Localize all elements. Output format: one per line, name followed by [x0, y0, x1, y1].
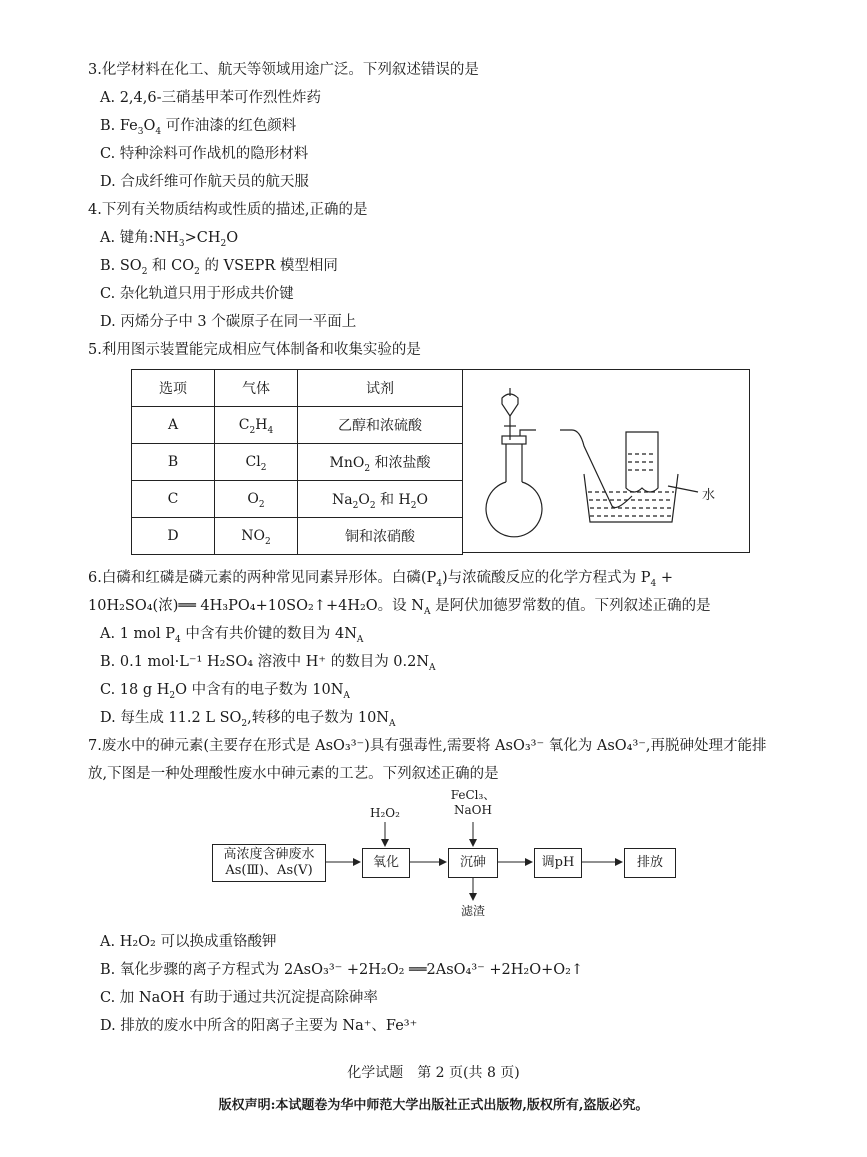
row-option: C — [132, 481, 215, 518]
row-reagent: 乙醇和浓硫酸 — [298, 407, 463, 444]
row-reagent: $Na_2O_2$ 和 $H_2O$ — [298, 481, 463, 518]
q6-line2: 10H₂SO₄(浓)══ 4H₃PO₄+10SO₂↑+4H₂O。设 $N_A$ 是阿伏加德罗常数的值。下列叙述正确的是 — [88, 598, 711, 617]
row-option: A — [132, 407, 215, 444]
row-gas: $O_2$ — [215, 481, 298, 518]
q4-stem: 4.下列有关物质结构或性质的描述,正确的是 — [88, 202, 368, 218]
q3-option-a: A. 2,4,6-三硝基甲苯可作烈性炸药 — [100, 90, 321, 106]
table-row — [132, 481, 463, 518]
q4-option-a: A. 键角$:NH_3>CH_2O$ — [100, 230, 239, 249]
q6-option-a: A. 1 mol $P_4$ 中含有共价键的数目为 $4N_A$ — [100, 626, 364, 645]
q6-option-d: D. 每生成 11.2 L $SO_2$,转移的电子数为 $10N_A$ — [100, 710, 396, 729]
q4-option-c: C. 杂化轨道只用于形成共价键 — [100, 286, 294, 302]
apparatus-svg — [462, 370, 750, 554]
q4-option-b: B. $SO_2$ 和 $CO_2$ 的 VSEPR 模型相同 — [100, 258, 338, 277]
q3-option-c: C. 特种涂料可作战机的隐形材料 — [100, 146, 309, 162]
table-row — [132, 407, 463, 444]
flow-precip-box: 沉砷 — [448, 848, 498, 878]
row-option: B — [132, 444, 215, 481]
apparatus-diagram — [462, 369, 750, 553]
flow-adjust-ph-box: 调pH — [534, 848, 582, 878]
q3-option-b: B. $Fe_3O_4$ 可作油漆的红色颜料 — [100, 118, 297, 137]
process-flowchart — [210, 786, 690, 926]
flow-residue: 滤渣 — [460, 904, 485, 918]
row-option: D — [132, 518, 215, 555]
table-header-row — [132, 370, 463, 407]
q5-table — [131, 369, 463, 555]
q6-option-c: C. 18 g $H_2O$ 中含有的电子数为 $10N_A$ — [100, 682, 350, 701]
q7-option-d: D. 排放的废水中所含的阳离子主要为 Na⁺、Fe³⁺ — [100, 1018, 418, 1034]
table-row — [132, 444, 463, 481]
flow-start-box: 高浓度含砷废水 As(Ⅲ)、As(Ⅴ) — [212, 844, 326, 882]
q7-option-a: A. H₂O₂ 可以换成重铬酸钾 — [100, 934, 277, 950]
q7-line1: 7.废水中的砷元素(主要存在形式是 AsO₃³⁻)具有强毒性,需要将 AsO₃³⁻ 氧化为 AsO₄³⁻,再脱砷处理才能排 — [88, 738, 767, 754]
flow-discharge-box: 排放 — [624, 848, 676, 878]
q5-stem: 5.利用图示装置能完成相应气体制备和收集实验的是 — [88, 342, 421, 358]
row-gas: $C_2H_4$ — [215, 407, 298, 444]
flow-oxidize-box: 氧化 — [362, 848, 410, 878]
q3-stem: 3.化学材料在化工、航天等领域用途广泛。下列叙述错误的是 — [88, 62, 479, 78]
q7-option-b: B. 氧化步骤的离子方程式为 2AsO₃³⁻ +2H₂O₂ ══2AsO₄³⁻ +2H₂O+O₂↑ — [100, 962, 584, 978]
flow-reagent-h2o2: H₂O₂ — [370, 806, 400, 820]
row-reagent: 铜和浓硝酸 — [298, 518, 463, 555]
flow-reagent-fecl3: FeCl₃、 NaOH — [450, 788, 496, 817]
header-reagent: 试剂 — [298, 370, 463, 407]
page-footer: 化学试题 第 2 页(共 8 页) — [347, 1065, 520, 1081]
row-reagent: MnO$_2$ 和浓盐酸 — [298, 444, 463, 481]
header-option: 选项 — [132, 370, 215, 407]
copyright-notice: 版权声明:本试题卷为华中师范大学出版社正式出版物,版权所有,盗版必究。 — [218, 1098, 649, 1113]
q3-option-d: D. 合成纤维可作航天员的航天服 — [100, 174, 309, 190]
q7-line2: 放,下图是一种处理酸性废水中砷元素的工艺。下列叙述正确的是 — [88, 766, 499, 782]
row-gas: $NO_2$ — [215, 518, 298, 555]
table-row — [132, 518, 463, 555]
q6-line1: 6.白磷和红磷是磷元素的两种常见同素异形体。白磷$(P_4)$与浓硫酸反应的化学方程式为 $P_4$ + — [88, 570, 674, 589]
header-gas: 气体 — [215, 370, 298, 407]
water-label: 水 — [702, 488, 716, 503]
row-gas: $Cl_2$ — [215, 444, 298, 481]
q6-option-b: B. 0.1 mol·L⁻¹ H₂SO₄ 溶液中 H⁺ 的数目为 $0.2N_A$ — [100, 654, 436, 673]
q4-option-d: D. 丙烯分子中 3 个碳原子在同一平面上 — [100, 314, 357, 330]
q7-option-c: C. 加 NaOH 有助于通过共沉淀提高除砷率 — [100, 990, 378, 1006]
